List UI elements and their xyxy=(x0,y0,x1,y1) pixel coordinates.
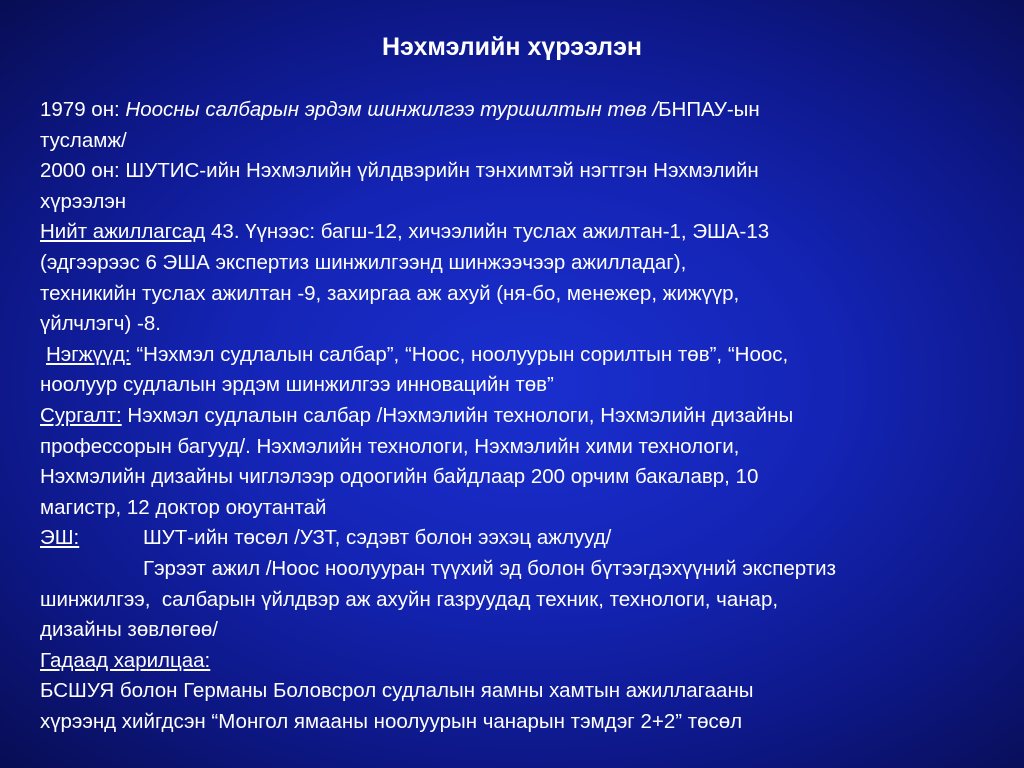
line-research-4: дизайны зөвлөгөө/ xyxy=(40,618,218,642)
line-staff-2: (эдгээрээс 6 ЭША экспертиз шинжилгээнд шинжээчээр ажилладаг), xyxy=(40,250,687,274)
line-units-2: ноолуур судлалын эрдэм шинжилгээ инновацийн төв” xyxy=(40,373,554,397)
line-staff-3: техникийн туслах ажилтан -9, захиргаа аж ахуй (ня-бо, менежер, жижүүр, xyxy=(40,281,740,305)
line-1979-institute: Ноосны салбарын эрдэм шинжилгээ туршилтын төв / xyxy=(125,98,659,121)
line-foreign-2: БСШУЯ болон Германы Боловсрол судлалын яамны хамтын ажиллагааны xyxy=(40,679,754,703)
line-units xyxy=(40,340,1015,371)
line-2000: 2000 он: ШУТИС-ийн Нэхмэлийн үйлдвэрийн тэнхимтэй нэгтгэн Нэхмэлийн xyxy=(40,159,759,183)
research-text: ШУТ-ийн төсөл /УЗТ, сэдэвт болон ээхэц ажлууд/ xyxy=(143,526,612,550)
staff-heading: Нийт ажиллагсад xyxy=(40,220,206,244)
line-research-3: шинжилгээ, салбарын үйлдвэр аж ахуйн газруудад техник, технологи, чанар, xyxy=(40,587,779,611)
line-1979 xyxy=(40,95,1015,126)
line-training-2: профессорын багууд/. Нэхмэлийн технологи, Нэхмэлийн хими технологи, xyxy=(40,434,740,458)
units-text: “Нэхмэл судлалын салбар”, “Ноос, ноолуурын сорилтын төв”, “Ноос, xyxy=(130,342,789,366)
training-text: Нэхмэл судлалын салбар /Нэхмэлийн технологи, Нэхмэлийн дизайны xyxy=(121,403,794,427)
line-training-3: Нэхмэлийн дизайны чиглэлээр одоогийн байдлаар 200 орчим бакалавр, 10 xyxy=(40,465,759,489)
line-foreign xyxy=(40,646,1015,677)
staff-text: 43. Үүнээс: багш-12, хичээлийн туслах ажилтан-1, ЭША-13 xyxy=(205,220,770,244)
line-training-4: магистр, 12 доктор оюутантай xyxy=(40,495,327,519)
foreign-heading: Гадаад харилцаа: xyxy=(40,648,211,672)
line-staff-4: үйлчлэгч) -8. xyxy=(40,312,161,336)
line-staff xyxy=(40,217,1015,248)
research-heading: ЭШ: xyxy=(40,526,80,550)
line-research xyxy=(40,523,1015,554)
line-1979-cont: тусламж/ xyxy=(40,128,127,152)
line-1979-year: 1979 он: xyxy=(40,98,126,121)
line-foreign-3: хүрээнд хийгдсэн “Монгол ямааны ноолуурын чанарын тэмдэг 2+2” төсөл xyxy=(40,709,743,733)
units-heading: Нэгжүүд: xyxy=(46,342,131,366)
line-research-2: Гэрээт ажил /Ноос ноолууран түүхий эд болон бүтээгдэхүүний экспертиз xyxy=(143,556,836,580)
slide-body xyxy=(40,95,1015,737)
training-heading: Сургалт: xyxy=(40,403,122,427)
line-1979-support: БНПАУ-ын xyxy=(658,98,760,121)
line-training xyxy=(40,401,1015,432)
line-2000-cont: хүрээлэн xyxy=(40,189,127,213)
slide-title: Нэхмэлийн хүрээлэн xyxy=(382,33,642,61)
